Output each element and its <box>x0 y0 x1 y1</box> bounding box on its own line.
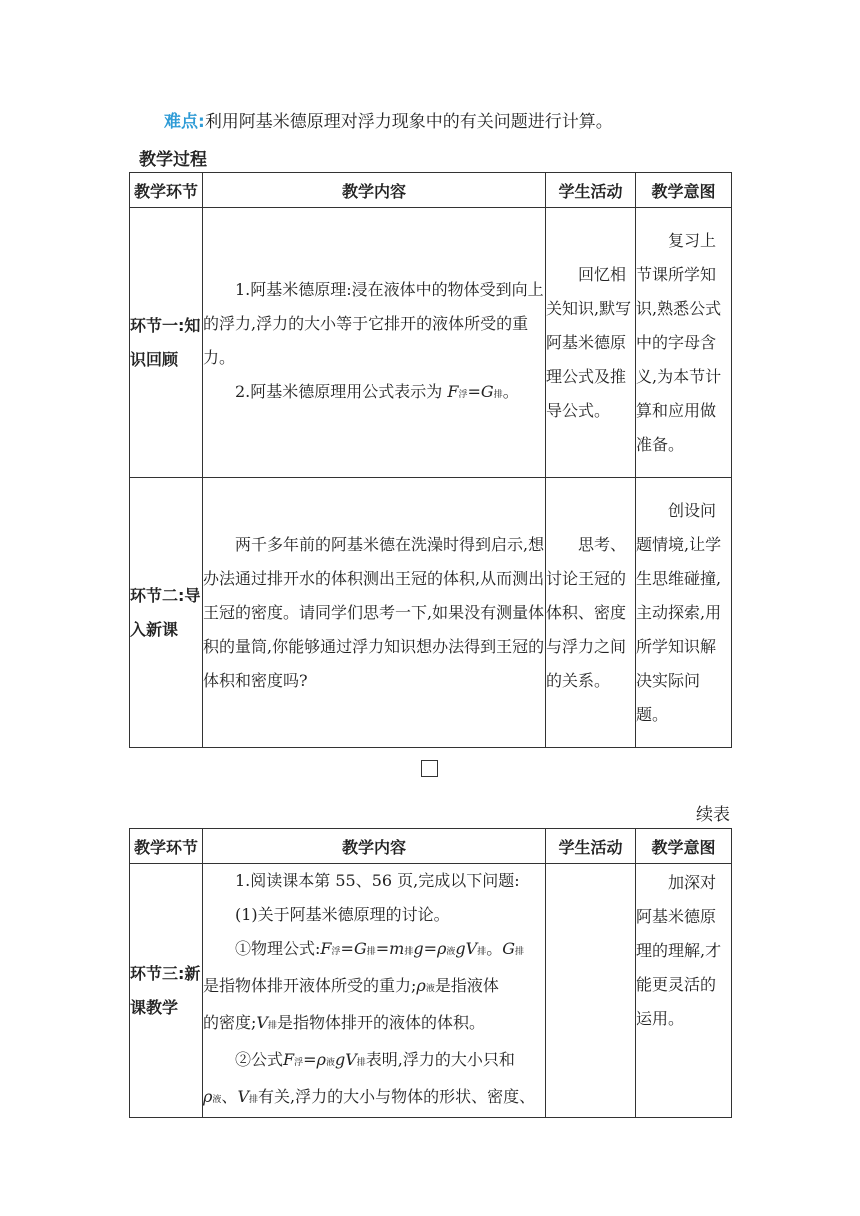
header-intent: 教学意图 <box>636 173 732 208</box>
intent-cell <box>636 478 732 748</box>
table-row <box>130 208 732 478</box>
header-stage: 教学环节 <box>130 173 203 208</box>
content-text: 的密度; <box>203 1013 257 1032</box>
content-paragraph: 1.阿基米德原理:浸在液体中的物体受到向上的浮力,浮力的大小等于它排开的液体所受的重力。 <box>203 280 544 367</box>
header-activity: 学生活动 <box>546 173 636 208</box>
page-break-square-icon <box>421 760 438 777</box>
header-intent: 教学意图 <box>636 829 732 864</box>
subscript: 排 <box>477 947 487 957</box>
symbol-G: G <box>353 939 367 958</box>
subscript: 排 <box>493 390 503 400</box>
content-line <box>203 1006 545 1043</box>
content-text: 是指物体排开液体所受的重力; <box>203 976 417 995</box>
header-stage: 教学环节 <box>130 829 203 864</box>
symbol-F: F <box>447 382 459 401</box>
symbol-V: V <box>345 1050 357 1069</box>
symbol-V: V <box>237 1087 249 1106</box>
symbol-rho: ρ <box>416 976 426 995</box>
subscript: 浮 <box>294 1058 304 1068</box>
stage-cell: 环节二:导入新课 <box>130 478 203 748</box>
symbol-F: F <box>283 1050 295 1069</box>
activity-text: 回忆相关知识,默写阿基米德原理公式及推导公式。 <box>546 264 632 420</box>
intent-text: 复习上节课所学知识,熟悉公式中的字母含义,为本节计算和应用做准备。 <box>636 230 722 454</box>
content-text: 有关,浮力的大小与物体的形状、密度、 <box>258 1087 536 1106</box>
content-text: ②公式 <box>235 1050 284 1069</box>
subscript: 液 <box>446 947 456 957</box>
content-cell <box>203 478 546 748</box>
content-line: (1)关于阿基米德原理的讨论。 <box>235 905 450 924</box>
process-title: 教学过程 <box>139 150 207 170</box>
difficulty-text: 利用阿基米德原理对浮力现象中的有关问题进行计算。 <box>204 112 613 132</box>
formula-prefix: 2.阿基米德原理用公式表示为 <box>235 382 443 401</box>
symbol-V: V <box>256 1013 268 1032</box>
table-row <box>130 864 732 1118</box>
symbol-G: G <box>502 939 516 958</box>
content-line: ρ液、V排有关,浮力的大小与物体的形状、密度、 <box>203 1087 536 1106</box>
stage-cell: 环节三:新课教学 <box>130 864 203 1118</box>
content-text: 是指液体 <box>434 976 499 995</box>
lesson-table-2 <box>129 828 732 1118</box>
intent-text: 创设问题情境,让学生思维碰撞,主动探索,用所学知识解决实际问题。 <box>636 500 722 724</box>
content-line <box>203 969 545 1006</box>
symbol-rho: ρ <box>203 1087 213 1106</box>
content-paragraph: 两千多年前的阿基米德在洗澡时得到启示,想办法通过排开水的体积测出王冠的体积,从而测出王冠的密度。请同学们思考一下,如果没有测量体积的量筒,你能够通过浮力知识想办法得到王冠的体积和密度吗? <box>203 534 545 690</box>
subscript: 排 <box>356 1058 366 1068</box>
symbol-rho: ρ <box>316 1050 326 1069</box>
subscript: 液 <box>425 984 435 994</box>
subscript: 液 <box>212 1095 222 1105</box>
symbol-g: g <box>455 939 466 958</box>
intent-cell <box>636 864 732 1118</box>
symbol-F: F <box>320 939 332 958</box>
symbol-V: V <box>465 939 478 958</box>
header-activity: 学生活动 <box>546 829 636 864</box>
content-line-prefix: ①物理公式: <box>235 939 321 958</box>
content-line: 1.阅读课本第 55、56 页,完成以下问题: <box>235 871 520 890</box>
activity-cell <box>546 864 636 1118</box>
lesson-table-1 <box>129 172 732 748</box>
continued-label: 续表 <box>696 805 730 825</box>
subscript: 排 <box>249 1095 259 1105</box>
table-header-row <box>130 829 732 864</box>
table-row <box>130 478 732 748</box>
formula-line: ①物理公式:F浮=G排=m排g=ρ液gV排。G排 <box>235 939 525 958</box>
subscript: 排 <box>404 947 414 957</box>
subscript: 液 <box>325 1058 335 1068</box>
symbol-g: g <box>413 939 424 958</box>
header-content: 教学内容 <box>203 829 546 864</box>
table-header-row <box>130 173 732 208</box>
subscript: 浮 <box>458 390 468 400</box>
subscript: 排 <box>366 947 376 957</box>
symbol-g: g <box>334 1050 346 1069</box>
header-content: 教学内容 <box>203 173 546 208</box>
subscript: 浮 <box>331 947 341 957</box>
content-cell <box>203 208 546 478</box>
content-cell <box>203 864 546 1118</box>
content-text: 表明,浮力的大小只和 <box>365 1050 515 1069</box>
difficulty-line <box>164 110 613 134</box>
content-line: ②公式F浮=ρ液gV排表明,浮力的大小只和 <box>235 1050 515 1069</box>
symbol-rho: ρ <box>436 939 447 958</box>
content-text: 是指物体排开的液体的体积。 <box>276 1013 485 1032</box>
stage-cell: 环节一:知识回顾 <box>130 208 203 478</box>
formula-paragraph: 2.阿基米德原理用公式表示为 F浮=G排。 <box>235 382 519 401</box>
subscript: 排 <box>267 1021 277 1031</box>
activity-cell <box>546 478 636 748</box>
symbol-m: m <box>389 939 405 958</box>
symbol-G: G <box>480 382 494 401</box>
activity-cell <box>546 208 636 478</box>
activity-text: 思考、讨论王冠的体积、密度与浮力之间的关系。 <box>546 534 627 690</box>
intent-cell <box>636 208 732 478</box>
difficulty-label: 难点: <box>164 112 205 132</box>
subscript: 排 <box>515 947 525 957</box>
intent-text: 加深对阿基米德原理的理解,才能更灵活的运用。 <box>636 873 722 1028</box>
